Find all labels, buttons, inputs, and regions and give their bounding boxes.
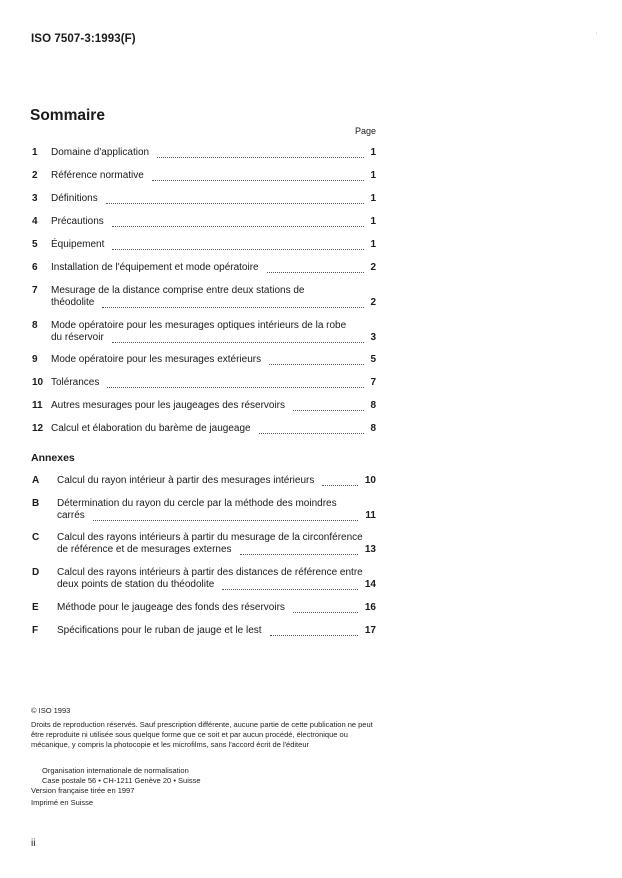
leader-dots [107,386,364,388]
toc-entry-title: Mesurage de la distance comprise entre deux stations de [51,285,305,296]
toc-entry-number: 8 [32,320,38,331]
toc-entry-page: 17 [364,625,376,636]
toc-entry-title: Installation de l'équipement et mode opératoire [51,262,259,273]
toc-entry-title-continued: de référence et de mesurages externes [57,544,232,555]
toc-entry-number: 3 [32,193,38,204]
toc-entry-number: 11 [32,400,43,411]
toc-entry-title: Équipement [51,239,105,250]
toc-entry-page: 2 [370,262,376,273]
rights-notice: Droits de reproduction réservés. Sauf prescription différente, aucune partie de cette publication ne peut être reproduite ni utilisée sous quelque forme que ce soit et par aucun procédé, électronique ou mécanique, y compris la photocopie et les microfilms, sans l'accord écrit de l'éditeur [31,720,373,749]
toc-entry-title-continued: carrés [57,510,85,521]
copyright-line: © ISO 1993 [31,706,71,715]
toc-entry-number: 4 [32,216,38,227]
leader-dots [152,179,364,181]
toc-entry-title: Tolérances [51,377,100,388]
toc-entry-page: 11 [365,510,376,521]
toc-entry-number: 1 [32,147,38,158]
toc-entry-page: 8 [370,423,376,434]
toc-entry-title: Méthode pour le jaugeage des fonds des réservoirs [57,602,285,613]
toc-entry-title: Calcul et élaboration du barème de jaugeage [51,423,251,434]
leader-dots [293,409,364,411]
toc-entry-title: Autres mesurages pour les jaugeages des réservoirs [51,400,286,411]
corner-mark: ' [596,33,598,39]
toc-entry-page: 1 [370,147,376,158]
leader-dots [112,248,364,250]
toc-entry-title: Spécifications pour le ruban de jauge et le lest [57,625,262,636]
toc-entry-title: Précautions [51,216,104,227]
leader-dots [267,271,364,273]
leader-dots [157,156,364,158]
organization-name: Organisation internationale de normalisation [42,766,189,775]
toc-entry-page: 1 [370,170,376,181]
leader-dots [259,432,364,434]
printed-note: Imprimé en Suisse [31,798,94,807]
toc-entry-title: Mode opératoire pour les mesurages extérieurs [51,354,262,365]
toc-entry-page: 16 [364,602,376,613]
toc-entry-number: 5 [32,239,38,250]
leader-dots [112,341,364,343]
toc-entry-page: 10 [364,475,376,486]
toc-entry-number: D [32,567,40,578]
toc-entry-number: 7 [32,285,38,296]
annexes-heading: Annexes [31,452,75,464]
toc-entry-page: 2 [370,297,376,308]
toc-entry-title-continued: théodolite [51,297,95,308]
leader-dots [102,306,364,308]
leader-dots [293,611,358,613]
toc-entry-title: Définitions [51,193,98,204]
page-title: Sommaire [30,107,105,124]
toc-entry-page: 1 [370,239,376,250]
leader-dots [112,225,364,227]
leader-dots [322,484,358,486]
toc-entry-title: Détermination du rayon du cercle par la méthode des moindres [57,498,337,509]
toc-entry-page: 14 [364,579,376,590]
toc-entry-number: 9 [32,354,38,365]
document-code: ISO 7507-3:1993(F) [31,33,136,45]
toc-entry-title: Calcul du rayon intérieur à partir des mesurages intérieurs [57,475,315,486]
leader-dots [93,519,358,521]
leader-dots [269,363,364,365]
toc-entry-number: F [32,625,39,636]
toc-entry-page: 7 [370,377,376,388]
leader-dots [222,588,358,590]
toc-entry-title: Calcul des rayons intérieurs à partir du mesurage de la circonférence [57,532,363,543]
toc-entry-number: 10 [32,377,44,388]
toc-entry-number: 6 [32,262,38,273]
toc-entry-page: 1 [370,193,376,204]
toc-entry-page: 5 [370,354,376,365]
leader-dots [240,553,358,555]
organization-address: Case postale 56 • CH-1211 Genève 20 • Suisse [42,776,201,785]
leader-dots [270,634,358,636]
toc-entry-title-continued: du réservoir [51,332,104,343]
toc-entry-page: 13 [364,544,376,555]
toc-entry-title: Calcul des rayons intérieurs à partir des distances de référence entre [57,567,363,578]
toc-entry-page: 8 [370,400,376,411]
toc-entry-number: B [32,498,40,509]
toc-entry-number: 2 [32,170,38,181]
toc-entry-number: 12 [32,423,44,434]
page-number: ii [31,838,36,849]
toc-entry-title: Domaine d'application [51,147,150,158]
toc-entry-title: Référence normative [51,170,144,181]
version-note: Version française tirée en 1997 [31,786,135,795]
toc-entry-number: A [32,475,40,486]
toc-entry-number: C [32,532,40,543]
leader-dots [106,202,364,204]
toc-entry-title: Mode opératoire pour les mesurages optiques intérieurs de la robe [51,320,347,331]
page-column-label: Page [355,126,377,136]
toc-entry-title-continued: deux points de station du théodolite [57,579,215,590]
toc-entry-number: E [32,602,39,613]
toc-entry-page: 1 [370,216,376,227]
toc-entry-page: 3 [370,332,376,343]
